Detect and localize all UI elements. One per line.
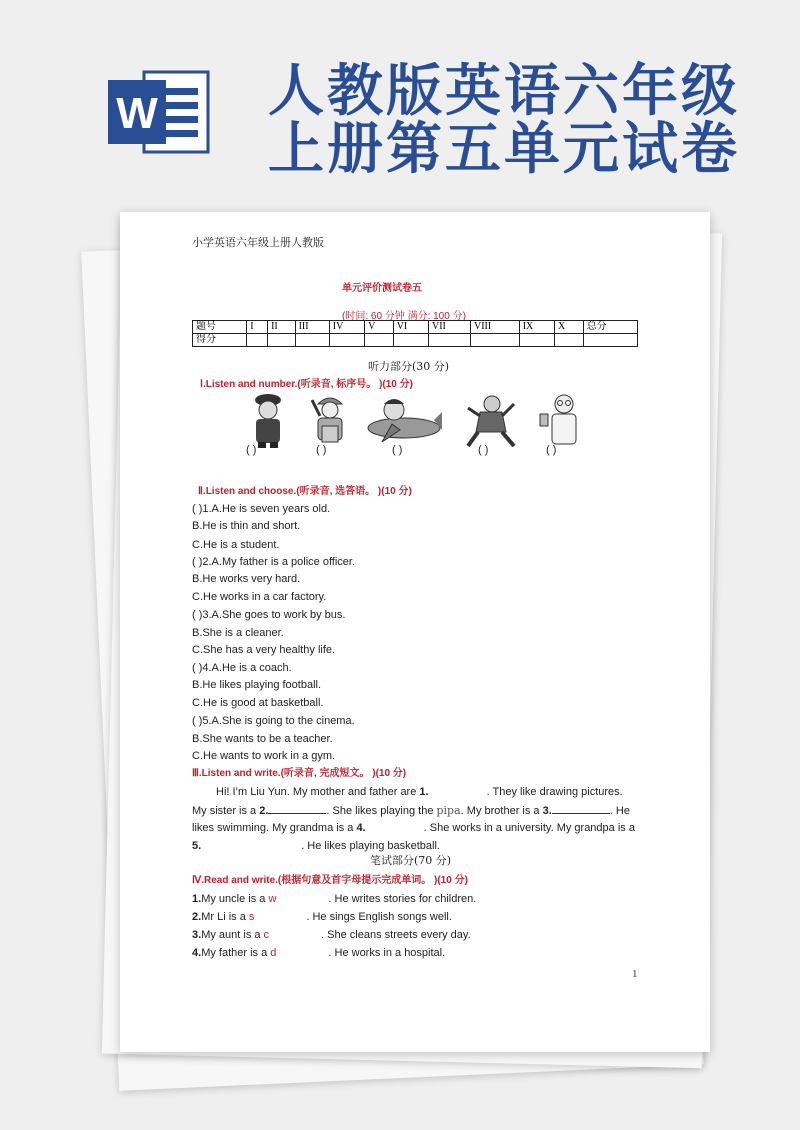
score-input-cell[interactable] [429, 334, 471, 347]
police-officer-icon [236, 390, 300, 448]
choice-line[interactable]: ( )4.A.He is a coach. [192, 662, 292, 674]
pilot-icon [364, 390, 444, 448]
choice-line[interactable]: ( )1.A.He is seven years old. [192, 503, 331, 515]
score-cell: II [268, 321, 295, 334]
answer-paren[interactable]: ( ) [478, 444, 489, 456]
score-cell: IX [519, 321, 554, 334]
score-cell: VII [429, 321, 471, 334]
cloze-line-4: 5. . He likes playing basketball. [192, 840, 440, 852]
section2-title: Ⅱ.Listen and choose.(听录音, 选答语。 )(10 分) [198, 486, 412, 497]
choice-line: B.He likes playing football. [192, 679, 322, 691]
score-cell: VI [393, 321, 428, 334]
score-row-label: 得分 [193, 334, 247, 347]
score-input-cell[interactable] [519, 334, 554, 347]
choice-line: C.She has a very healthy life. [192, 644, 336, 656]
answer-paren[interactable]: ( ) [316, 444, 327, 456]
coach-icon [458, 390, 522, 448]
time-info: (时间: 60 分钟 满分: 100 分) [342, 311, 466, 322]
choice-line: B.He works very hard. [192, 573, 301, 585]
cloze-blank-3[interactable] [552, 803, 610, 814]
choice-line: C.He wants to work in a gym. [192, 750, 336, 762]
score-input-cell[interactable] [295, 334, 329, 347]
read-write-item: 2.Mr Li is a s . He sings English songs well. [192, 911, 452, 923]
score-input-cell[interactable] [365, 334, 394, 347]
choice-line: B.He is thin and short. [192, 520, 301, 532]
score-cell: III [295, 321, 329, 334]
section1-title: Ⅰ.Listen and number.(听录音, 标序号。 )(10 分) [200, 379, 413, 390]
score-table [192, 320, 638, 347]
read-write-item: 3.My aunt is a c . She cleans streets every day. [192, 929, 471, 941]
score-input-cell[interactable] [247, 334, 268, 347]
page-title-line2: 上册第五单元试卷 [268, 117, 740, 182]
score-cell: V [365, 321, 394, 334]
read-write-item: 1.My uncle is a w . He writes stories for children. [192, 893, 477, 905]
choice-line[interactable]: ( )3.A.She goes to work by bus. [192, 609, 346, 621]
choice-line[interactable]: ( )2.A.My father is a police officer. [192, 556, 356, 568]
answer-paren[interactable]: ( ) [546, 444, 557, 456]
choice-line: B.She wants to be a teacher. [192, 733, 333, 745]
choice-line: C.He is a student. [192, 539, 280, 551]
read-write-item: 4.My father is a d . He works in a hospital. [192, 947, 446, 959]
cloze-line-2: My sister is a 2. . She likes playing the pipa. My brother is a 3. . He [192, 804, 630, 817]
answer-paren[interactable]: ( ) [246, 444, 257, 456]
listening-heading: 听力部分(30 分) [368, 360, 450, 373]
score-cell: 总分 [583, 321, 637, 334]
worker-icon [298, 390, 362, 448]
cloze-blank-2[interactable] [268, 803, 326, 814]
score-input-cell[interactable] [555, 334, 584, 347]
exam-title: 单元评价测试卷五 [342, 283, 422, 294]
cloze-line-1: Hi! I’m Liu Yun. My mother and father are 1. . They like drawing pictures. [216, 786, 623, 798]
cloze-line-3: likes swimming. My grandma is a 4. . She works in a university. My grandpa is a [192, 822, 635, 834]
header-banner [0, 0, 800, 200]
score-cell: I [247, 321, 268, 334]
score-table-header-row [193, 321, 638, 334]
section4-title: Ⅳ.Read and write.(根据句意及首字母提示完成单词。 )(10 分) [192, 875, 468, 886]
score-input-cell[interactable] [268, 334, 295, 347]
writing-heading: 笔试部分(70 分) [370, 854, 452, 867]
answer-paren[interactable]: ( ) [392, 444, 403, 456]
score-table-score-row [193, 334, 638, 347]
word-icon-letter: W [116, 89, 158, 138]
choice-line: C.He is good at basketball. [192, 697, 324, 709]
score-cell: VIII [471, 321, 520, 334]
score-input-cell[interactable] [471, 334, 520, 347]
word-document-icon [108, 66, 212, 158]
score-input-cell[interactable] [329, 334, 364, 347]
choice-line: B.She is a cleaner. [192, 627, 284, 639]
choice-line: C.He works in a car factory. [192, 591, 327, 603]
subject-label: 小学英语六年级上册人教版 [192, 236, 324, 249]
choice-line[interactable]: ( )5.A.She is going to the cinema. [192, 715, 355, 727]
section1-pictures [236, 390, 586, 448]
page-title-line1: 人教版英语六年级 [268, 59, 740, 124]
page-number: 1 [632, 968, 638, 980]
section1-answer-row [240, 444, 590, 458]
score-input-cell[interactable] [393, 334, 428, 347]
score-input-cell[interactable] [583, 334, 637, 347]
score-cell: IV [329, 321, 364, 334]
section3-title: Ⅲ.Listen and write.(听录音, 完成短文。 )(10 分) [192, 768, 407, 779]
scientist-icon [528, 390, 592, 448]
score-cell: 题号 [193, 321, 247, 334]
score-cell: X [555, 321, 584, 334]
document-page [120, 212, 710, 1052]
